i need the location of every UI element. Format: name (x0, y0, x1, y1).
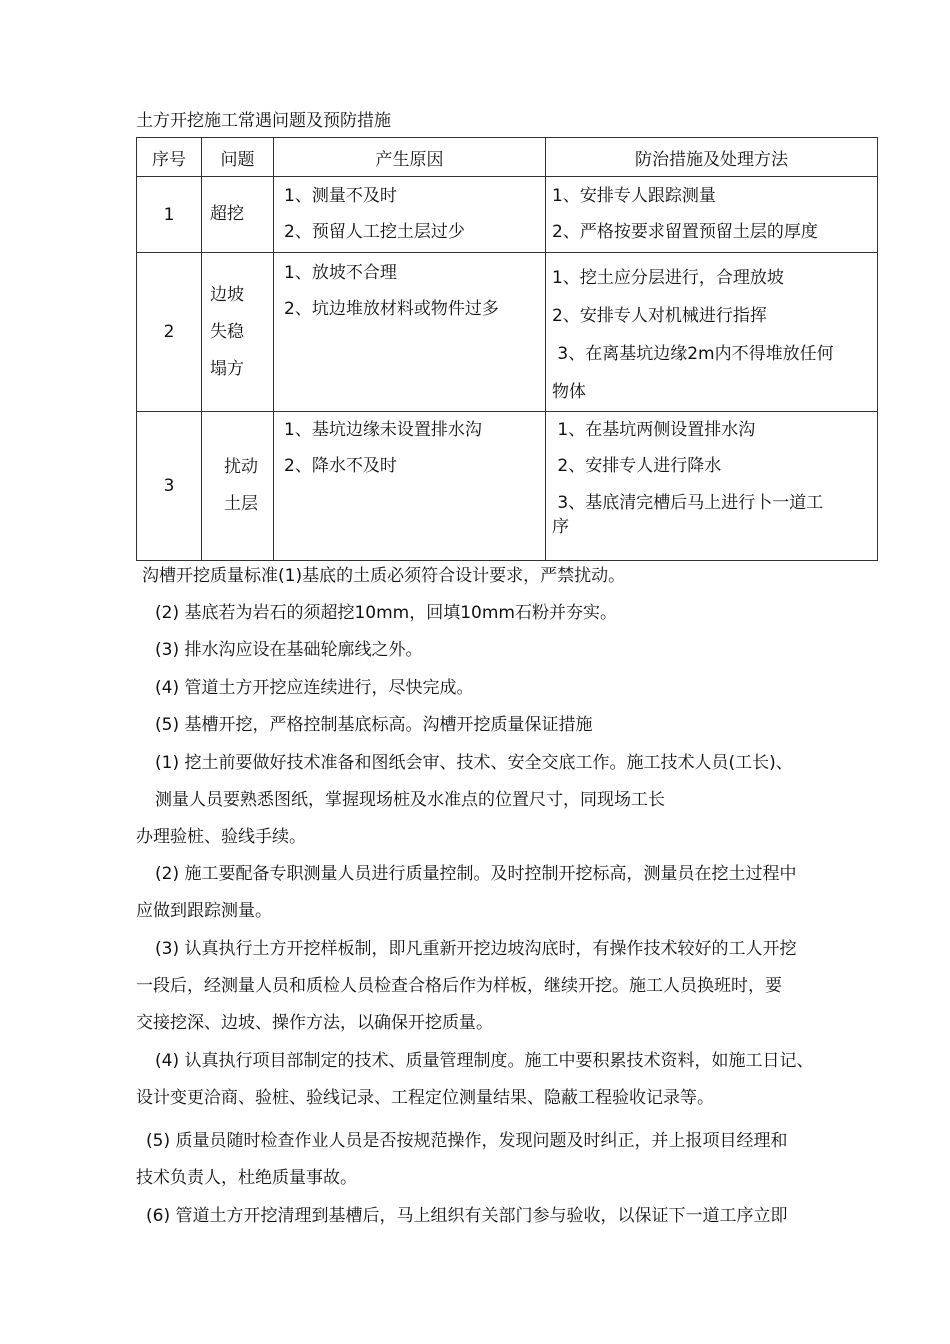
paragraph: (5) 基槽开挖，严格控制基底标高。沟槽开挖质量保证措施 (155, 715, 593, 735)
paragraph: 测量人员要熟悉图纸，掌握现场桩及水准点的位置尺寸，同现场工长 (155, 790, 665, 810)
row-measures (546, 177, 878, 253)
measure-item: 序 (552, 517, 569, 537)
measure-item: 2、严格按要求留置预留土层的厚度 (552, 222, 818, 242)
paragraph: (3) 认真执行土方开挖样板制，即凡重新开挖边坡沟底时，有操作技术较好的工人开挖 (155, 939, 797, 959)
problem-text: 扰动 (224, 457, 258, 477)
paragraph: (2) 施工要配备专职测量人员进行质量控制。及时控制开挖标高，测量员在挖土过程中 (155, 864, 797, 884)
measure-item: 1、在基坑两侧设置排水沟 (552, 420, 756, 440)
row-problem (202, 253, 274, 412)
header-seq: 序号 (137, 138, 202, 177)
paragraph: 一段后，经测量人员和质检人员检查合格后作为样板，继续开挖。施工人员换班时，要 (136, 976, 782, 996)
measure-item: 3、基底清完槽后马上进行卜一道工 (552, 493, 824, 513)
cause-item: 2、预留人工挖土层过少 (284, 222, 465, 242)
measure-item: 3、在离基坑边缘2m内不得堆放任何 (552, 344, 834, 364)
row-problem (202, 177, 274, 253)
row-number: 1 (137, 177, 202, 253)
row-measures (546, 412, 878, 561)
problem-text: 失稳 (210, 321, 244, 342)
paragraph: (5) 质量员随时检查作业人员是否按规范操作，发现问题及时纠正，并上报项目经理和 (146, 1131, 788, 1151)
table-row (137, 412, 878, 561)
problem-text: 塌方 (210, 358, 244, 379)
row-number: 2 (137, 253, 202, 412)
row-measures (546, 253, 878, 412)
paragraph: 交接挖深、边坡、操作方法，以确保开挖质量。 (136, 1013, 493, 1033)
header-measures: 防治措施及处理方法 (546, 138, 878, 177)
problem-text: 边坡 (210, 284, 244, 305)
measure-item: 物体 (552, 382, 586, 402)
document-title: 土方开挖施工常遇问题及预防措施 (136, 111, 391, 131)
paragraph: 设计变更洽商、验桩、验线记录、工程定位测量结果、隐蔽工程验收记录等。 (136, 1088, 714, 1108)
table-row (137, 253, 878, 412)
header-cause: 产生原因 (274, 138, 546, 177)
paragraph: 沟槽开挖质量标准(1)基底的土质必须符合设计要求，严禁扰动。 (142, 566, 626, 586)
paragraph: (4) 认真执行项目部制定的技术、质量管理制度。施工中要积累技术资料，如施工日记、 (155, 1051, 814, 1071)
row-causes (274, 253, 546, 412)
cause-item: 2、坑边堆放材料或物件过多 (284, 299, 499, 319)
cause-item: 1、测量不及时 (284, 186, 397, 206)
header-problem: 问题 (202, 138, 274, 177)
paragraph: (2) 基底若为岩石的须超挖10mm，回填10mm石粉并夯实。 (155, 603, 617, 623)
table-row (137, 177, 878, 253)
paragraph: (6) 管道土方开挖清理到基槽后，马上组织有关部门参与验收，以保证下一道工序立即 (146, 1206, 788, 1226)
paragraph: (4) 管道土方开挖应连续进行，尽快完成。 (155, 678, 474, 698)
measure-item: 2、安排专人对机械进行指挥 (552, 306, 767, 326)
row-causes (274, 177, 546, 253)
measure-item: 2、安排专人进行降水 (552, 456, 722, 476)
paragraph: 技术负责人，杜绝质量事故。 (136, 1168, 357, 1188)
paragraph: (1) 挖土前要做好技术准备和图纸会审、技术、安全交底工作。施工技术人员(工长)、 (155, 753, 793, 773)
paragraph: (3) 排水沟应设在基础轮廓线之外。 (155, 640, 423, 660)
row-problem (202, 412, 274, 561)
problems-table (136, 137, 878, 561)
problem-text: 土层 (224, 494, 258, 514)
row-causes (274, 412, 546, 561)
cause-item: 2、降水不及时 (284, 456, 397, 476)
table-header-row (137, 138, 878, 177)
row-number: 3 (137, 412, 202, 561)
paragraph: 办理验桩、验线手续。 (136, 827, 306, 847)
cause-item: 1、基坑边缘未设置排水沟 (284, 420, 482, 440)
problem-text: 超挖 (210, 204, 244, 224)
paragraph: 应做到跟踪测量。 (136, 901, 272, 921)
measure-item: 1、挖土应分层进行，合理放坡 (552, 268, 784, 288)
measure-item: 1、安排专人跟踪测量 (552, 186, 716, 206)
cause-item: 1、放坡不合理 (284, 263, 397, 283)
